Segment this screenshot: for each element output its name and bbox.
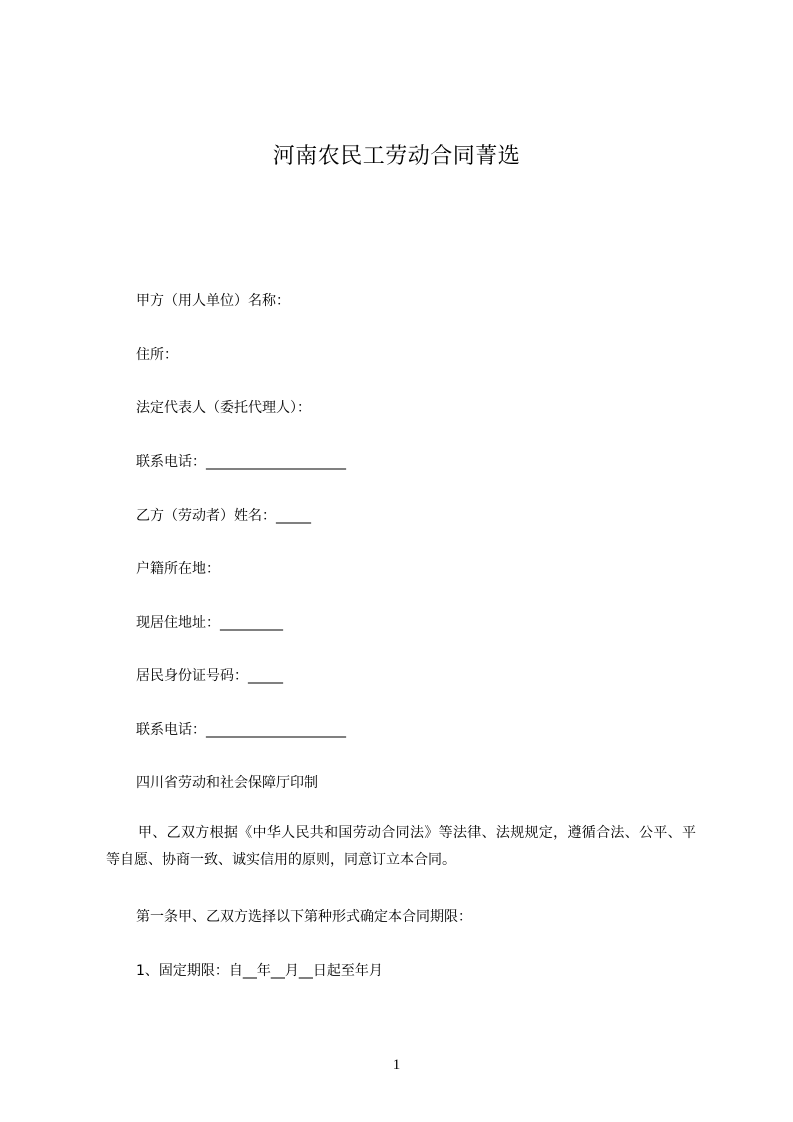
publisher-line: 四川省劳动和社会保障厅印制 <box>136 775 318 791</box>
employee-name-line: 乙方（劳动者）姓名：_____ <box>136 508 311 524</box>
current-address-line: 现居住地址：_________ <box>136 615 283 631</box>
document-title: 河南农民工劳动合同菁选 <box>272 144 521 169</box>
fixed-term-line: 1、固定期限：自__年__月__日起至年月 <box>136 963 383 979</box>
household-registration-line: 户籍所在地： <box>136 561 220 577</box>
employer-phone-line: 联系电话：____________________ <box>136 454 346 470</box>
employer-name-line: 甲方（用人单位）名称： <box>136 293 290 309</box>
id-number-line: 居民身份证号码：_____ <box>136 668 283 684</box>
legal-representative-line: 法定代表人（委托代理人）： <box>136 400 311 416</box>
page-number: 1 <box>392 1057 401 1073</box>
employer-address-line: 住所： <box>136 347 178 363</box>
article-1-heading: 第一条甲、乙双方选择以下第种形式确定本合同期限： <box>136 909 472 925</box>
employee-phone-line: 联系电话：____________________ <box>136 722 346 738</box>
preamble-paragraph: 甲、乙双方根据《中华人民共和国劳动合同法》等法律、法规规定，遵循合法、公平、平等自愿、协商一致、诚实信用的原则，同意订立本合同。 <box>106 825 696 868</box>
